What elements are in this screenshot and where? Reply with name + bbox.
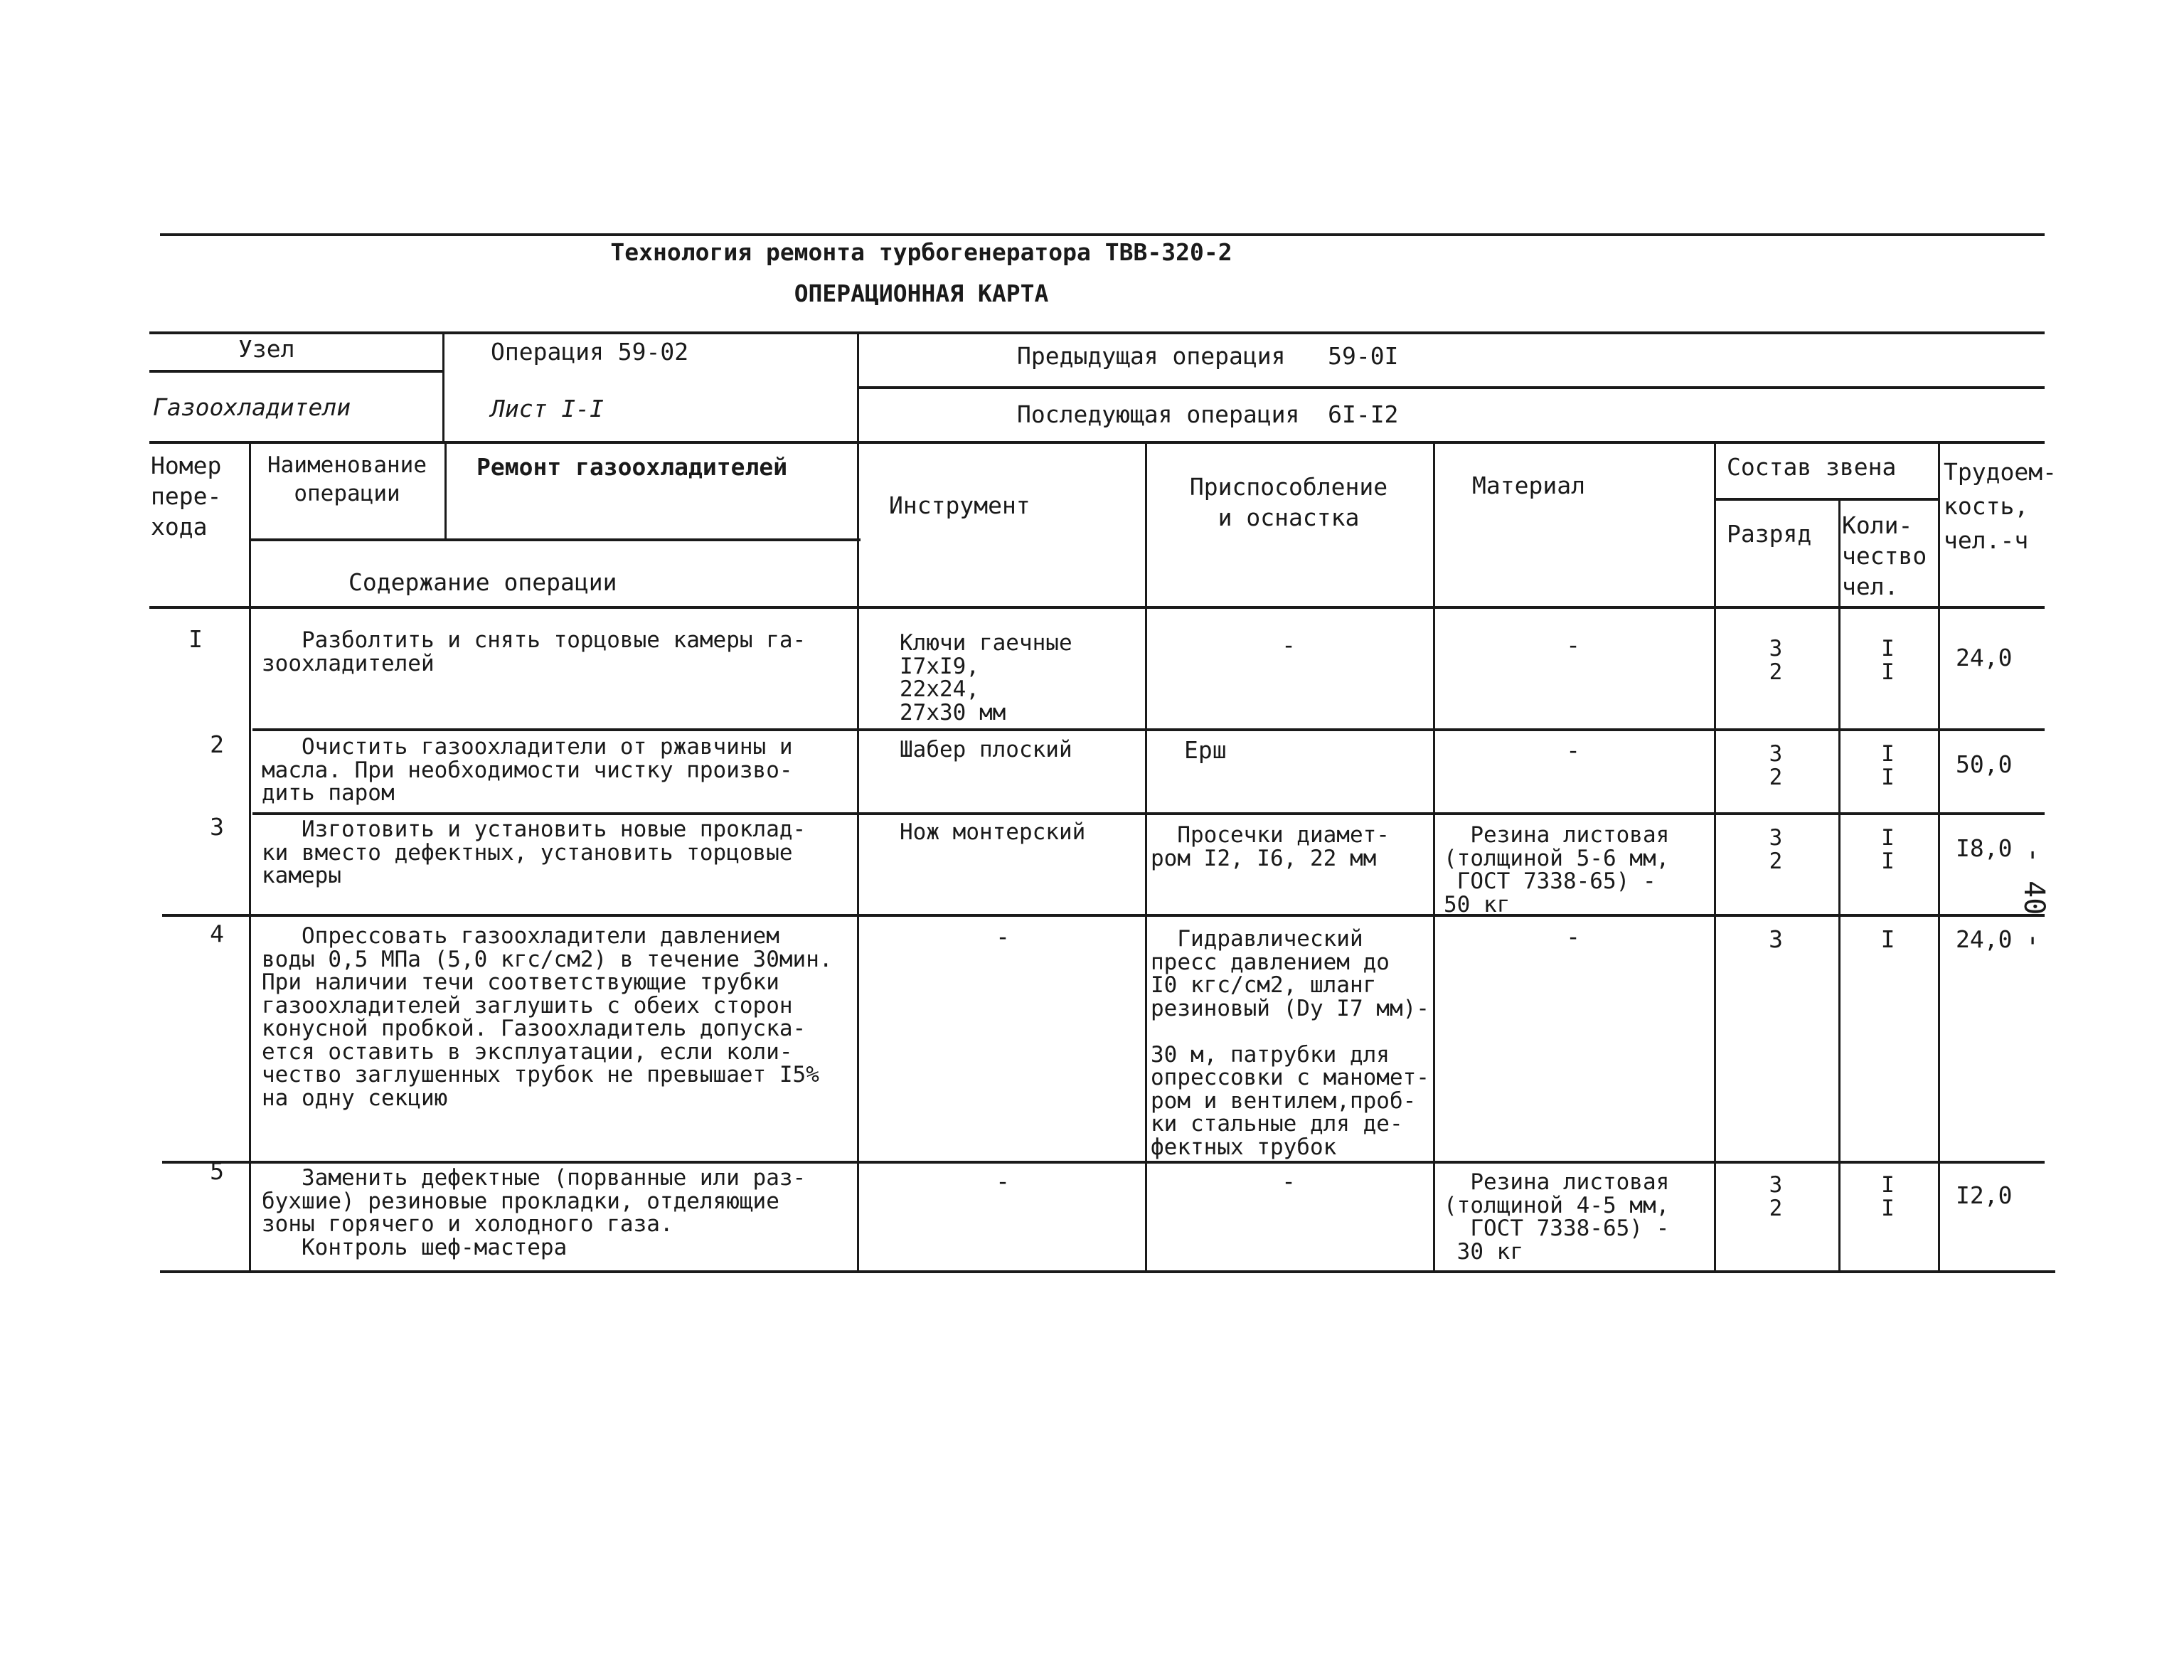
- col-labor-header: Трудоем- кость, чел.-ч: [1944, 458, 2057, 554]
- col-fixture-header: Приспособление и оснастка: [1189, 473, 1388, 531]
- vline-tool: [1145, 441, 1147, 1272]
- document-title: Технология ремонта турбогенератора ТВВ-320-2: [610, 238, 1232, 266]
- row-3-fixture: Просечки диамет- ром I2, I6, 22 мм: [1151, 822, 1390, 871]
- col-num-header: Номер пере- хода: [151, 452, 222, 541]
- uzel-value: Газоохладители: [153, 393, 351, 421]
- row-rule-3: [162, 914, 2045, 917]
- row-5-count: I I: [1881, 1172, 1895, 1221]
- row-5-grade: 3 2: [1769, 1172, 1783, 1221]
- row-2-tool: Шабер плоский: [900, 737, 1072, 762]
- row-rule-2: [252, 812, 2045, 815]
- vline-fixture: [1433, 441, 1435, 1272]
- row-1-count: I I: [1881, 636, 1895, 685]
- row-1-fixture: -: [1282, 631, 1296, 659]
- header-bottom-rule: [149, 606, 2045, 609]
- head-rule-2a: [149, 370, 444, 373]
- document-subtitle: ОПЕРАЦИОННАЯ КАРТА: [794, 280, 1049, 307]
- col-name-header: Наименование операции: [267, 452, 427, 507]
- row-5-tool: -: [996, 1167, 1010, 1195]
- col-crew-header: Состав звена: [1727, 453, 1897, 481]
- crew-rule: [1714, 498, 1938, 501]
- row-2-num: 2: [210, 730, 224, 758]
- vline-grade: [1838, 498, 1841, 1272]
- row-4-tool: -: [996, 923, 1010, 950]
- row-2-count: I I: [1881, 741, 1895, 790]
- head-rule-3: [149, 441, 2045, 444]
- row-3-content: Изготовить и установить новые проклад- ки вместо дефектных, установить торцовые камеры: [262, 817, 806, 889]
- col-name-value: Ремонт газоохладителей: [476, 453, 788, 481]
- row-2-fixture: Ерш: [1184, 736, 1227, 764]
- row-4-labor: 24,0: [1956, 925, 2013, 953]
- col-grade-header: Разряд: [1727, 520, 1812, 548]
- col-tool-header: Инструмент: [889, 491, 1030, 519]
- row-3-num: 3: [210, 813, 224, 841]
- operation-number: Операция 59-02: [491, 338, 689, 366]
- row-2-grade: 3 2: [1769, 741, 1783, 790]
- row-4-content: Опрессовать газоохладители давлением воды 0,5 МПа (5,0 кгс/см2) в течение 30мин. При наличии течи соответствующие трубки газоохладителей заглушить с обеих сторон конусной пробкой. Газоохладитель допуска- ется оставить в эксплуатации, если коли- чество заглушенных трубок не превышает I5% на одну секцию: [262, 923, 833, 1111]
- row-4-material: -: [1566, 923, 1580, 950]
- row-1-labor: 24,0: [1956, 644, 2013, 671]
- row-5-num: 5: [210, 1157, 224, 1185]
- top-rule: [160, 233, 2045, 236]
- head-rule-2b: [857, 386, 2045, 389]
- next-operation: Последующая операция 6I-I2: [1017, 400, 1399, 428]
- col-count-header: Коли- чество чел.: [1842, 511, 1927, 600]
- vline-count: [1938, 441, 1940, 1272]
- previous-operation: Предыдущая операция 59-0I: [1017, 342, 1399, 370]
- row-1-material: -: [1566, 631, 1580, 659]
- row-5-fixture: -: [1282, 1167, 1296, 1195]
- row-2-material: -: [1566, 736, 1580, 764]
- sheet-number: Лист I-I: [491, 395, 604, 422]
- row-3-labor: I8,0: [1956, 834, 2013, 862]
- row-3-material: Резина листовая (толщиной 5-6 мм, ГОСТ 7338-65) - 50 кг: [1444, 822, 1670, 918]
- row-5-labor: I2,0: [1956, 1181, 2013, 1209]
- vline-num: [249, 441, 251, 1272]
- row-4-fixture: Гидравлический пресс давлением до I0 кгс/см2, шланг резиновый (Dу I7 мм)- 30 м, патрубки для опрессовки с маномет- ром и вентилем,проб- ки стальные для де- фектных трубок: [1151, 926, 1429, 1160]
- name-rule: [249, 538, 861, 541]
- row-1-content: Разболтить и снять торцовые камеры га- зоохладителей: [262, 627, 806, 676]
- row-2-labor: 50,0: [1956, 750, 2013, 778]
- row-1-tool: Ключи гаечные I7xI9, 22x24, 27x30 мм: [900, 630, 1072, 725]
- row-rule-1: [252, 728, 2045, 731]
- row-1-num: I: [188, 625, 203, 653]
- uzel-label: Узел: [238, 335, 295, 363]
- row-4-num: 4: [210, 920, 224, 947]
- col-material-header: Материал: [1472, 472, 1585, 499]
- row-1-grade: 3 2: [1769, 636, 1783, 685]
- row-5-material: Резина листовая (толщиной 4-5 мм, ГОСТ 7338-65) - 30 кг: [1444, 1169, 1670, 1265]
- row-4-grade: 3: [1769, 925, 1783, 953]
- row-3-count: I I: [1881, 825, 1895, 874]
- bottom-rule: [160, 1270, 2055, 1273]
- vline-uzel: [442, 331, 444, 441]
- row-3-tool: Нож монтерский: [900, 819, 1086, 845]
- vline-name: [444, 441, 447, 538]
- row-5-content: Заменить дефектные (порванные или раз- бухшие) резиновые прокладки, отделяющие зоны горячего и холодного газа. Контроль шеф-мастера: [262, 1165, 806, 1260]
- row-rule-4: [162, 1161, 2045, 1164]
- head-rule-1: [149, 331, 2045, 334]
- row-2-content: Очистить газоохладители от ржавчины и масла. При необходимости чистку произво- дить паром: [262, 734, 793, 807]
- col-content-header: Содержание операции: [348, 568, 617, 596]
- row-3-grade: 3 2: [1769, 825, 1783, 874]
- page-number: - 40 -: [2018, 846, 2050, 950]
- vline-content: [857, 331, 859, 1272]
- row-4-count: I: [1880, 925, 1895, 953]
